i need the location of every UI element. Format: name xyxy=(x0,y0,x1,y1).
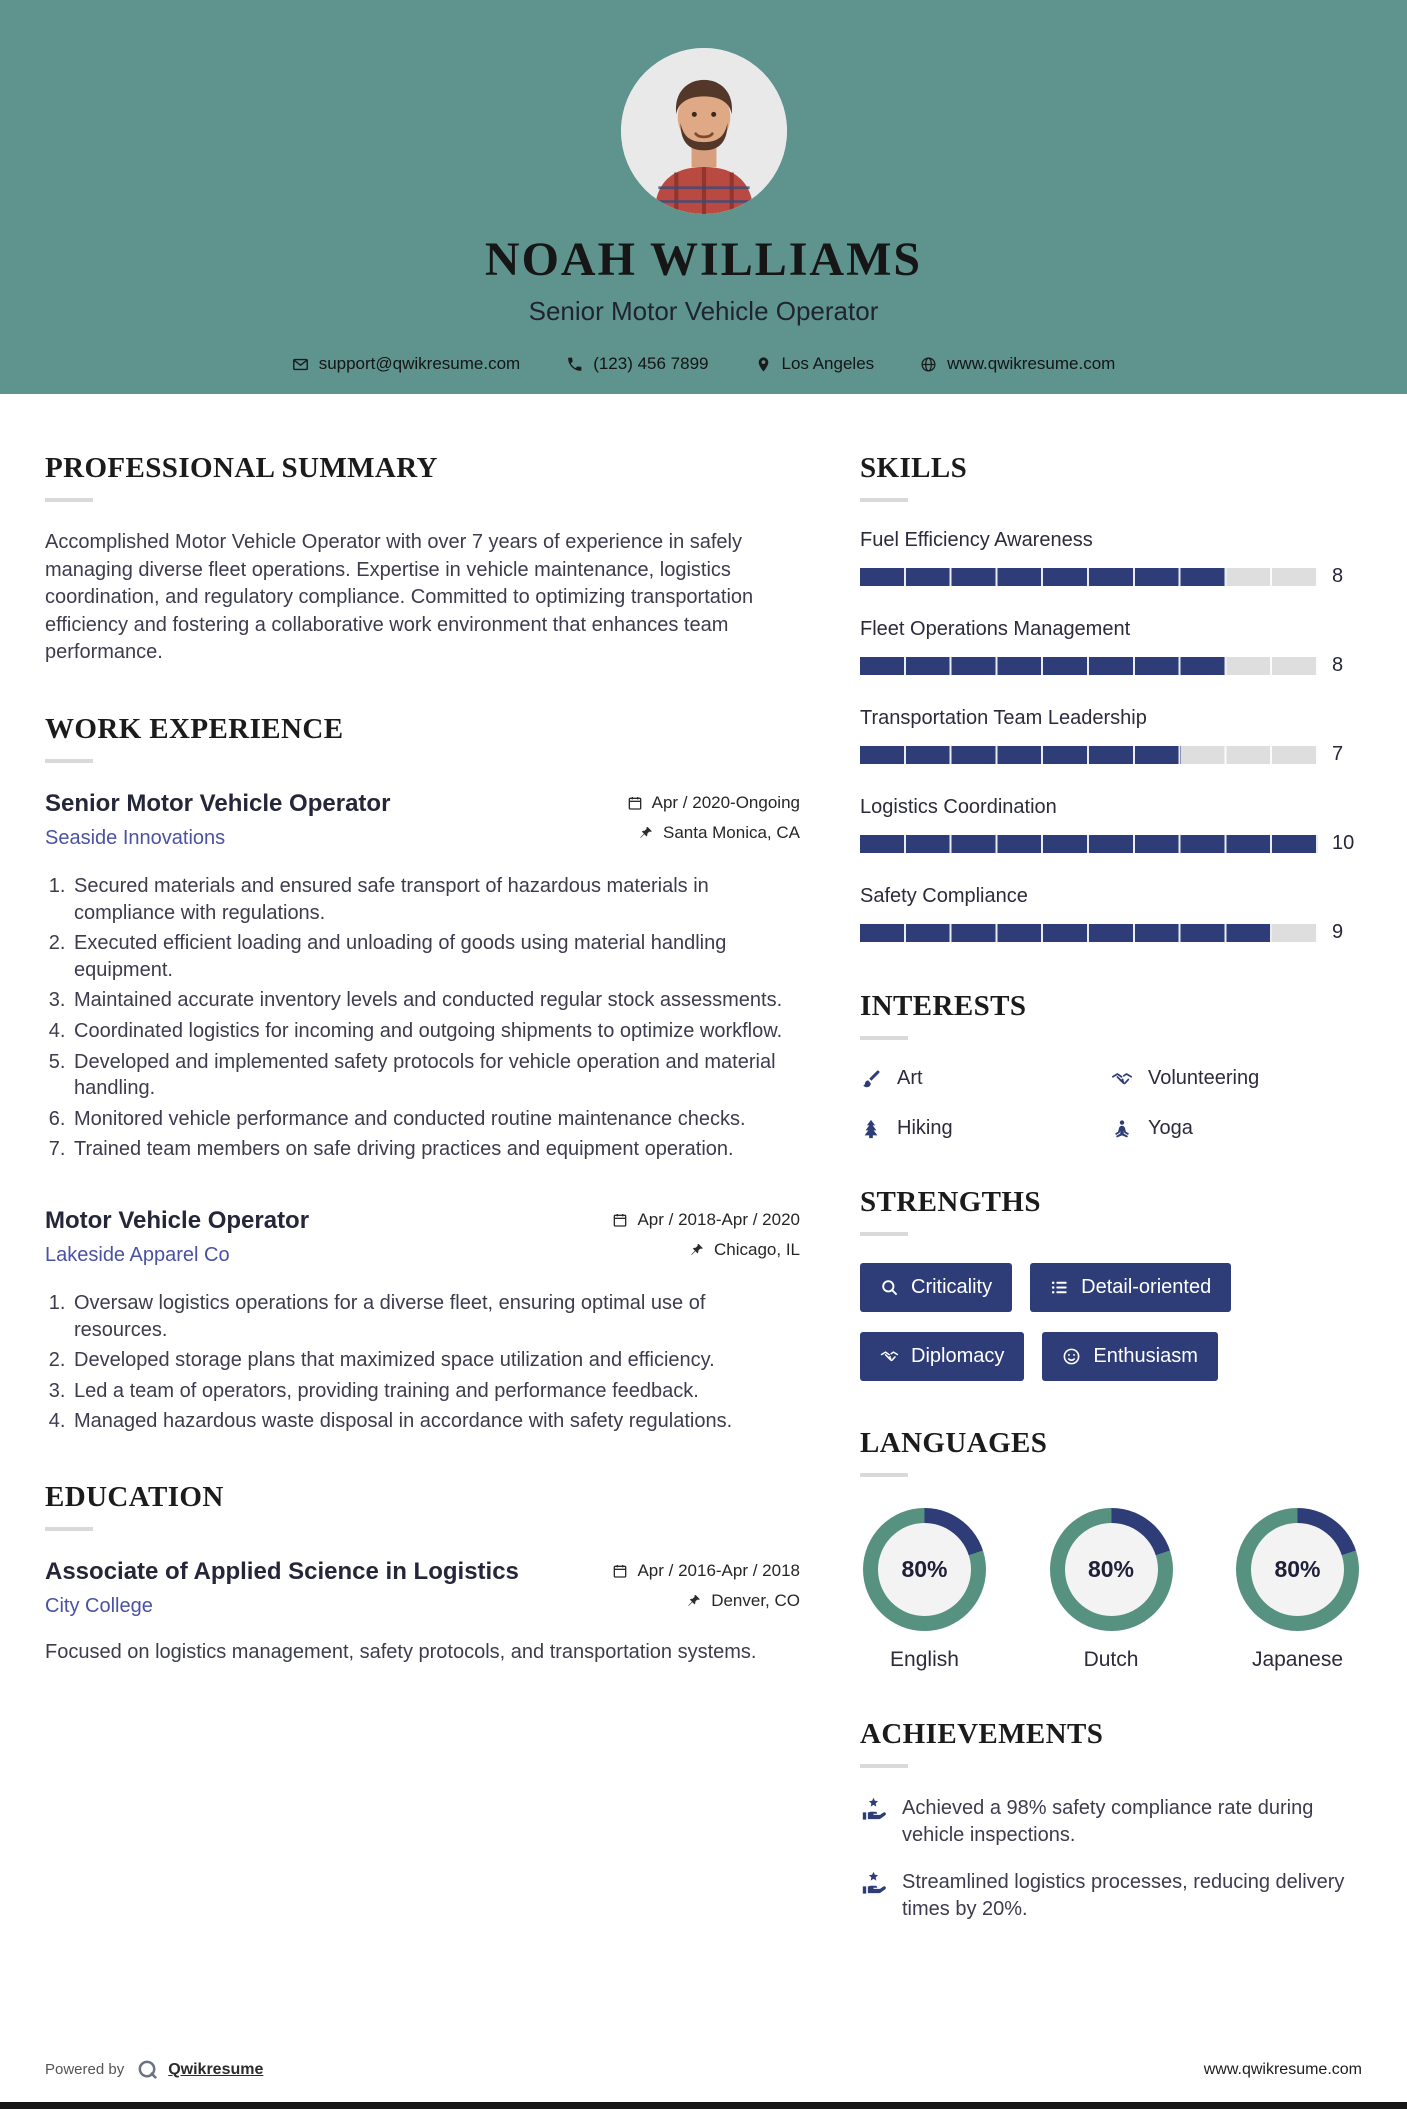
section-rule xyxy=(45,498,93,502)
interest-label: Volunteering xyxy=(1148,1067,1260,1089)
section-rule xyxy=(45,759,93,763)
interest-label: Art xyxy=(897,1067,923,1089)
language-donut-hole xyxy=(878,1523,971,1616)
education-dates: Apr / 2016-Apr / 2018 xyxy=(637,1560,800,1580)
achievement-text: Achieved a 98% safety compliance rate during vehicle inspections. xyxy=(902,1797,1314,1846)
qwikresume-brand[interactable] xyxy=(136,2058,263,2081)
job-bullet: 5. Developed and implemented safety protocols for vehicle operation and material handling. xyxy=(71,1049,800,1102)
page-footer xyxy=(45,2058,1362,2081)
interests-heading: INTERESTS xyxy=(860,990,1027,1022)
resume-body xyxy=(0,394,1407,2109)
section-interests xyxy=(860,990,1362,1140)
language-donut-hole xyxy=(1065,1523,1158,1616)
education-heading: EDUCATION xyxy=(45,1480,224,1513)
contact-location-text: Los Angeles xyxy=(781,354,875,373)
interest-label: Yoga xyxy=(1148,1117,1193,1139)
language-item xyxy=(862,1508,987,1672)
job-bullet-list xyxy=(45,1290,800,1435)
skill-bar xyxy=(860,835,1318,853)
handshake-icon xyxy=(1111,1068,1133,1090)
section-rule xyxy=(860,1473,908,1477)
contact-email[interactable] xyxy=(292,354,521,374)
section-strengths xyxy=(860,1186,1362,1381)
skill-item xyxy=(860,618,1362,677)
skill-score: 7 xyxy=(1332,743,1344,765)
language-item xyxy=(1235,1508,1360,1672)
skill-score: 10 xyxy=(1332,832,1355,854)
hand-star-icon xyxy=(860,1870,887,1923)
job-location: Santa Monica, CA xyxy=(662,822,800,842)
strength-badge xyxy=(1042,1332,1218,1381)
powered-by-label: Powered by xyxy=(45,2061,125,2078)
contact-phone[interactable] xyxy=(566,354,708,374)
strength-badge xyxy=(860,1332,1024,1381)
job-location: Chicago, IL xyxy=(714,1239,800,1259)
candidate-job-title: Senior Motor Vehicle Operator xyxy=(528,296,879,326)
job-bullet: 4. Managed hazardous waste disposal in accordance with safety regulations. xyxy=(71,1408,800,1435)
calendar-icon xyxy=(627,795,643,811)
achievements-heading: ACHIEVEMENTS xyxy=(860,1718,1104,1750)
skill-bar xyxy=(860,746,1318,764)
qwikresume-brand-name[interactable]: Qwikresume xyxy=(168,2060,264,2078)
language-item xyxy=(1049,1508,1174,1672)
language-donut xyxy=(1236,1508,1359,1631)
list-icon xyxy=(1050,1278,1069,1297)
section-work-experience xyxy=(45,713,800,1435)
section-skills xyxy=(860,452,1362,944)
job-entry xyxy=(45,790,800,1163)
resume-header xyxy=(0,0,1407,394)
contact-email-text: support@qwikresume.com xyxy=(318,354,521,373)
strength-badge xyxy=(860,1263,1012,1312)
job-bullet: 1. Secured materials and ensured safe transport of hazardous materials in compliance with regulations. xyxy=(71,873,800,926)
education-description: Focused on logistics management, safety protocols, and transportation systems. xyxy=(45,1640,757,1663)
education-location: Denver, CO xyxy=(711,1590,800,1610)
yoga-icon xyxy=(1111,1118,1133,1140)
language-donut xyxy=(1050,1508,1173,1631)
section-rule xyxy=(860,1232,908,1236)
experience-heading: WORK EXPERIENCE xyxy=(45,712,344,745)
skill-bar xyxy=(860,657,1318,675)
section-professional-summary xyxy=(45,452,800,667)
contact-phone-text: (123) 456 7899 xyxy=(593,354,709,373)
strength-label: Enthusiasm xyxy=(1093,1345,1198,1367)
job-dates: Apr / 2018-Apr / 2020 xyxy=(637,1209,800,1229)
skill-bar-fill xyxy=(860,924,1272,942)
magnifier-icon xyxy=(880,1278,899,1297)
skill-bar xyxy=(860,924,1318,942)
skills-heading: SKILLS xyxy=(860,452,968,484)
skill-bar-fill xyxy=(860,657,1226,675)
summary-heading: PROFESSIONAL SUMMARY xyxy=(45,452,438,484)
skill-bar-fill xyxy=(860,746,1181,764)
powered-by xyxy=(45,2058,263,2081)
candidate-name: NOAH WILLIAMS xyxy=(484,233,923,286)
section-rule xyxy=(860,1036,908,1040)
globe-icon xyxy=(920,356,937,373)
footer-website-link[interactable]: www.qwikresume.com xyxy=(1203,2060,1362,2078)
skill-score: 9 xyxy=(1332,921,1344,943)
job-company: Lakeside Apparel Co xyxy=(45,1243,230,1266)
section-achievements xyxy=(860,1718,1362,1923)
phone-icon xyxy=(566,356,583,373)
skill-item xyxy=(860,707,1362,766)
contact-location xyxy=(755,354,875,374)
job-bullet-list xyxy=(45,873,800,1163)
achievement-item xyxy=(860,1869,1362,1923)
interests-grid xyxy=(860,1067,1362,1140)
job-title: Motor Vehicle Operator xyxy=(45,1206,310,1234)
tree-icon xyxy=(860,1118,882,1140)
section-education xyxy=(45,1481,800,1667)
job-bullet: 4. Coordinated logistics for incoming and outgoing shipments to optimize workflow. xyxy=(71,1018,800,1045)
language-label: English xyxy=(890,1648,959,1671)
languages-row xyxy=(860,1504,1362,1672)
pushpin-icon xyxy=(689,1242,705,1258)
right-column xyxy=(860,452,1362,1969)
pushpin-icon xyxy=(686,1593,702,1609)
language-percent: 80% xyxy=(1087,1556,1135,1582)
contact-bar xyxy=(0,354,1407,374)
strengths-badges xyxy=(860,1263,1362,1381)
education-degree: Associate of Applied Science in Logistics xyxy=(45,1557,519,1585)
interest-item xyxy=(1111,1117,1362,1140)
jobs-list xyxy=(45,790,800,1435)
calendar-icon xyxy=(612,1563,628,1579)
job-bullet: 1. Oversaw logistics operations for a diverse fleet, ensuring optimal use of resources. xyxy=(71,1290,800,1343)
contact-website-text: www.qwikresume.com xyxy=(947,354,1116,373)
summary-text: Accomplished Motor Vehicle Operator with over 7 years of experience in safely managing diverse fleet operations. Expertise in vehicle maintenance, logistics coordination, and regulatory compliance. Committed to optimizing transportation efficiency and fostering a collaborative work environment that enhances team performance. xyxy=(45,531,754,664)
skill-bar-fill xyxy=(860,568,1226,586)
achievement-item xyxy=(860,1795,1362,1849)
interest-item xyxy=(860,1117,1111,1140)
language-percent: 80% xyxy=(1274,1556,1321,1582)
calendar-icon xyxy=(612,1212,628,1228)
section-rule xyxy=(860,1764,908,1768)
education-school: City College xyxy=(45,1594,153,1617)
contact-website[interactable] xyxy=(920,354,1115,374)
envelope-icon xyxy=(292,356,309,373)
section-rule xyxy=(45,1527,93,1531)
skills-list xyxy=(860,529,1362,944)
education-entry xyxy=(45,1558,800,1621)
language-percent: 80% xyxy=(901,1556,948,1582)
skill-name: Fleet Operations Management xyxy=(860,618,1131,640)
section-languages xyxy=(860,1427,1362,1672)
strength-label: Diplomacy xyxy=(911,1345,1005,1367)
skill-item xyxy=(860,529,1362,588)
skill-bar xyxy=(860,568,1318,586)
language-donut-hole xyxy=(1251,1523,1344,1616)
strength-badge xyxy=(1030,1263,1231,1312)
hand-star-icon xyxy=(860,1796,887,1849)
skill-score: 8 xyxy=(1332,565,1344,587)
job-bullet: 3. Led a team of operators, providing training and performance feedback. xyxy=(71,1378,800,1405)
interest-item xyxy=(1111,1067,1362,1090)
job-bullet: 2. Developed storage plans that maximized space utilization and efficiency. xyxy=(71,1347,800,1374)
job-company: Seaside Innovations xyxy=(45,826,226,849)
pushpin-icon xyxy=(638,825,654,841)
smiley-icon xyxy=(1062,1347,1081,1366)
avatar-illustration xyxy=(621,48,787,214)
strengths-heading: STRENGTHS xyxy=(860,1186,1041,1218)
language-label: Japanese xyxy=(1251,1648,1344,1671)
section-rule xyxy=(860,498,908,502)
skill-name: Logistics Coordination xyxy=(860,796,1057,818)
interest-label: Hiking xyxy=(897,1117,953,1139)
page-bottom-edge xyxy=(0,2102,1407,2109)
job-bullet: 6. Monitored vehicle performance and conducted routine maintenance checks. xyxy=(71,1106,800,1133)
job-title: Senior Motor Vehicle Operator xyxy=(45,789,391,817)
language-donut xyxy=(863,1508,986,1631)
job-bullet: 2. Executed efficient loading and unloading of goods using material handling equipment. xyxy=(71,930,800,983)
job-bullet: 3. Maintained accurate inventory levels and conducted regular stock assessments. xyxy=(71,987,800,1014)
achievement-text: Streamlined logistics processes, reducing delivery times by 20%. xyxy=(902,1871,1345,1920)
job-dates: Apr / 2020-Ongoing xyxy=(651,792,800,812)
language-label: Dutch xyxy=(1083,1648,1139,1671)
strength-label: Criticality xyxy=(911,1276,993,1298)
profile-photo xyxy=(621,48,787,214)
job-bullet: 7. Trained team members on safe driving practices and equipment operation. xyxy=(71,1136,800,1163)
interest-item xyxy=(860,1067,1111,1090)
achievements-list xyxy=(860,1795,1362,1923)
map-pin-icon xyxy=(755,356,772,373)
skill-score: 8 xyxy=(1332,654,1344,676)
skill-name: Safety Compliance xyxy=(860,885,1028,907)
skill-name: Transportation Team Leadership xyxy=(860,707,1147,729)
handshake-icon xyxy=(880,1347,899,1366)
left-column xyxy=(45,452,800,1969)
skill-name: Fuel Efficiency Awareness xyxy=(860,529,1093,551)
skill-bar-fill xyxy=(860,835,1318,853)
job-entry xyxy=(45,1207,800,1435)
skill-item xyxy=(860,885,1362,944)
paintbrush-icon xyxy=(860,1068,882,1090)
skill-item xyxy=(860,796,1362,855)
strength-label: Detail-oriented xyxy=(1081,1276,1212,1298)
qwikresume-logo xyxy=(136,2058,159,2081)
languages-heading: LANGUAGES xyxy=(860,1427,1048,1459)
